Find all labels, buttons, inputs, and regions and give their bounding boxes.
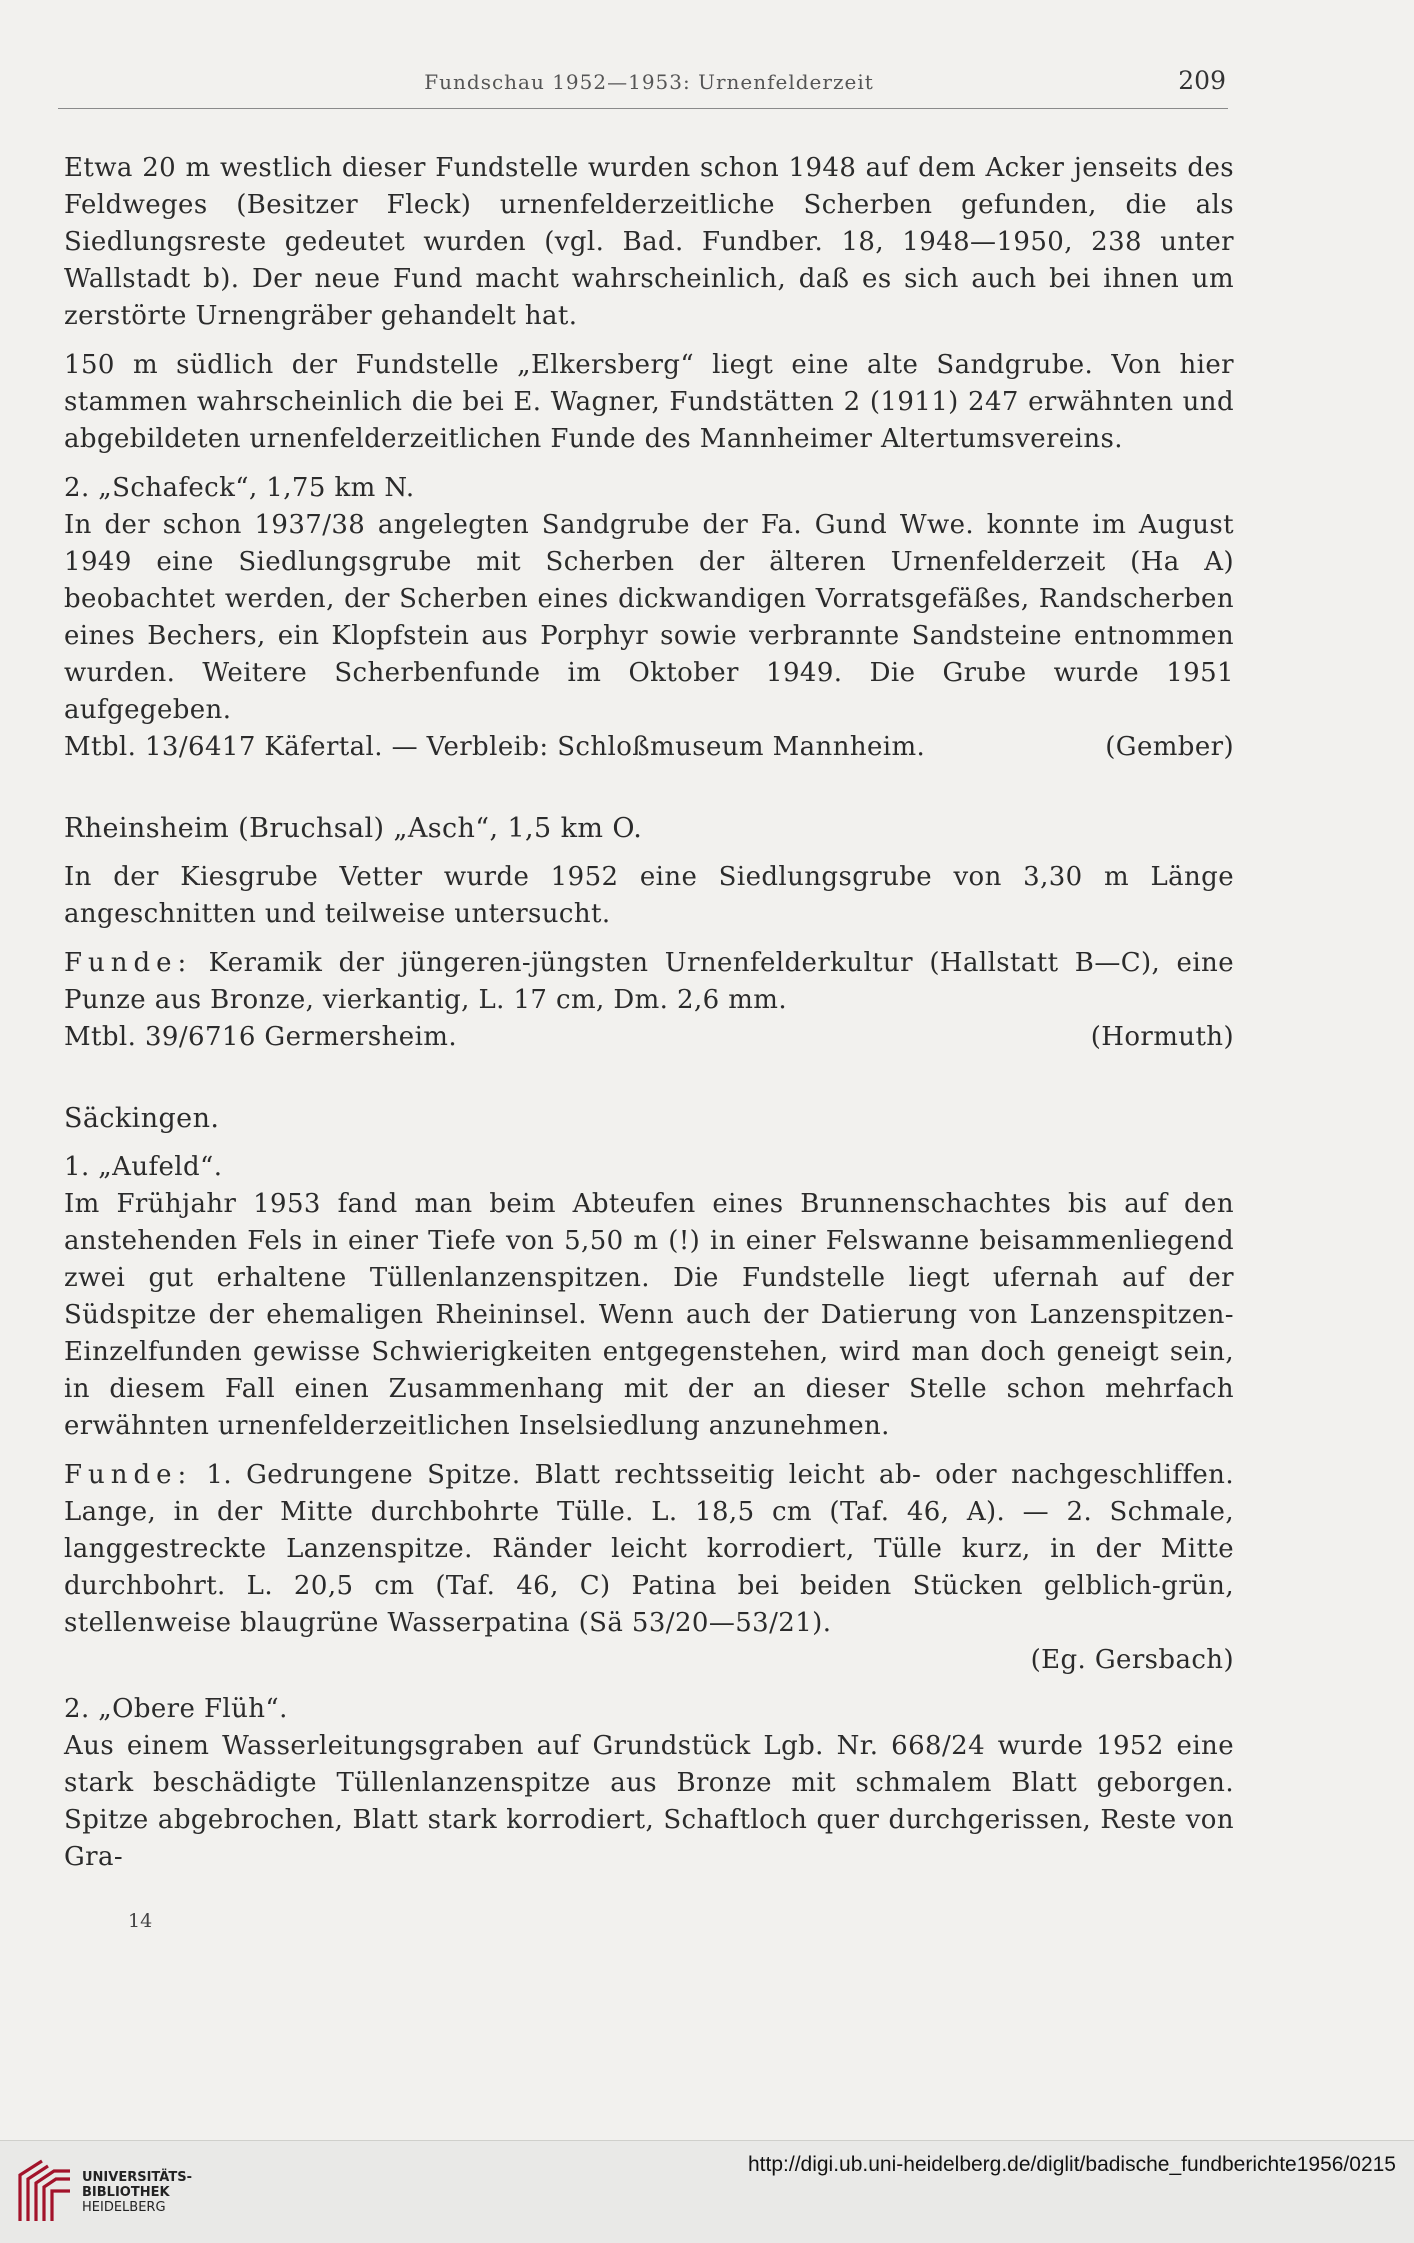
place-details: (Bruchsal) „Asch“, 1,5 km O. bbox=[229, 813, 643, 844]
signature-number: 14 bbox=[128, 1910, 153, 1932]
map-reference: Mtbl. 39/6716 Germersheim. bbox=[64, 1022, 457, 1052]
digitization-footer bbox=[0, 2140, 1414, 2243]
paragraph: Etwa 20 m westlich dieser Fundstelle wurden schon 1948 auf dem Acker jenseits des Feldweges (Besitzer Fleck) urnenfelderzeitliche Scherben gefunden, die als Siedlungsreste gedeutet wurden (vgl. Bad. Fundber. 18, 1948—1950, 238 unter Wallstadt b). Der neue Fund macht wahrscheinlich, daß es sich auch bei ihnen um zerstörte Urnengräber gehandelt hat. bbox=[64, 153, 1234, 331]
header-rule bbox=[58, 108, 1228, 109]
source-url-link[interactable]: http://digi.ub.uni-heidelberg.de/diglit/badische_fundberichte1956/0215 bbox=[748, 2153, 1396, 2176]
author-credit: (Gember) bbox=[1105, 732, 1234, 762]
finds-paragraph bbox=[64, 945, 1234, 1019]
finds-paragraph bbox=[64, 1457, 1234, 1642]
place-name: Rheinsheim bbox=[64, 813, 230, 844]
item-heading: 2. „Obere Flüh“. bbox=[64, 1694, 288, 1724]
map-reference: Mtbl. 13/6417 Käfertal. — Verbleib: Schloßmuseum Mannheim. bbox=[64, 732, 926, 762]
section-heading-saeckingen: Säckingen. bbox=[64, 1103, 220, 1134]
paragraph: Aus einem Wasserleitungsgraben auf Grundstück Lgb. Nr. 668/24 wurde 1952 eine stark beschädigte Tüllenlanzenspitze aus Bronze mit schmalem Blatt geborgen. Spitze abgebrochen, Blatt stark korrodiert, Schaftloch quer durchgerissen, Reste von Gra- bbox=[64, 1731, 1234, 1872]
library-name-line: HEIDELBERG bbox=[82, 2200, 166, 2215]
section-heading-rheinsheim bbox=[64, 810, 1234, 847]
paragraph: 150 m südlich der Fundstelle „Elkersberg“ liegt eine alte Sandgrube. Von hier stammen wahrscheinlich die bei E. Wagner, Fundstätten 2 (1911) 247 erwähnten und abgebildeten urnenfelderzeitlichen Funde des Mannheimer Altertumsvereins. bbox=[64, 350, 1234, 454]
library-name-line: BIBLIOTHEK bbox=[82, 2185, 170, 2200]
paragraph: Im Frühjahr 1953 fand man beim Abteufen eines Brunnenschachtes bis auf den anstehenden Fels in einer Tiefe von 5,50 m (!) in einer Felswanne beisammenliegend zwei gut erhaltene Tüllenlanzenspitzen. Die Fundstelle liegt ufernah auf der Südspitze der ehemaligen Rheininsel. Wenn auch der Datierung von Lanzenspitzen-Einzelfunden gewisse Schwierigkeiten entgegenstehen, wird man doch geneigt sein, in diesem Fall einen Zusammenhang mit der an dieser Stelle schon mehrfach erwähnten urnenfelderzeitlichen Inselsiedlung anzunehmen. bbox=[64, 1189, 1234, 1441]
paragraph: In der schon 1937/38 angelegten Sandgrube der Fa. Gund Wwe. konnte im August 1949 eine Siedlungsgrube mit Scherben der älteren Urnenfelderzeit (Ha A) beobachtet werden, der Scherben eines dickwandigen Vorratsgefäßes, Randscherben eines Bechers, ein Klopfstein aus Porphyr sowie verbrannte Sandsteine entnommen wurden. Weitere Scherbenfunde im Oktober 1949. Die Grube wurde 1951 aufgegeben. bbox=[64, 510, 1234, 725]
paragraph: In der Kiesgrube Vetter wurde 1952 eine Siedlungsgrube von 3,30 m Länge angeschnitten und teilweise untersucht. bbox=[64, 862, 1234, 929]
item-heading: 1. „Aufeld“. bbox=[64, 1152, 223, 1182]
item-heading: 2. „Schafeck“, 1,75 km N. bbox=[64, 473, 415, 503]
finds-label: Funde: bbox=[64, 1460, 193, 1490]
author-credit: (Hormuth) bbox=[1090, 1022, 1234, 1052]
library-name bbox=[82, 2170, 192, 2215]
running-head: Fundschau 1952—1953: Urnenfelderzeit bbox=[424, 70, 874, 94]
author-credit: (Eg. Gersbach) bbox=[1030, 1645, 1234, 1675]
library-logo-icon bbox=[16, 2155, 74, 2225]
reference-line bbox=[64, 729, 1234, 766]
reference-line bbox=[64, 1019, 1234, 1056]
library-name-line: UNIVERSITÄTS- bbox=[82, 2170, 192, 2185]
finds-label: Funde: bbox=[64, 948, 193, 978]
page-number: 209 bbox=[1178, 66, 1226, 95]
finds-text: Keramik der jüngeren-jüngsten Urnenfelderkultur (Hallstatt B—C), eine Punze aus Bronze, vierkantig, L. 17 cm, Dm. 2,6 mm. bbox=[64, 948, 1234, 1015]
reference-line bbox=[64, 1642, 1234, 1679]
finds-text: 1. Gedrungene Spitze. Blatt rechtsseitig leicht ab- oder nachgeschliffen. Lange, in der Mitte durchbohrte Tülle. L. 18,5 cm (Taf. 46, A). — 2. Schmale, langgestreckte Lanzenspitze. Ränder leicht korrodiert, Tülle kurz, in der Mitte durchbohrt. L. 20,5 cm (Taf. 46, C) Patina bei beiden Stücken gelblich-grün, stellenweise blaugrüne Wasserpatina (Sä 53/20—53/21). bbox=[64, 1460, 1234, 1638]
body-text bbox=[64, 150, 1234, 1888]
